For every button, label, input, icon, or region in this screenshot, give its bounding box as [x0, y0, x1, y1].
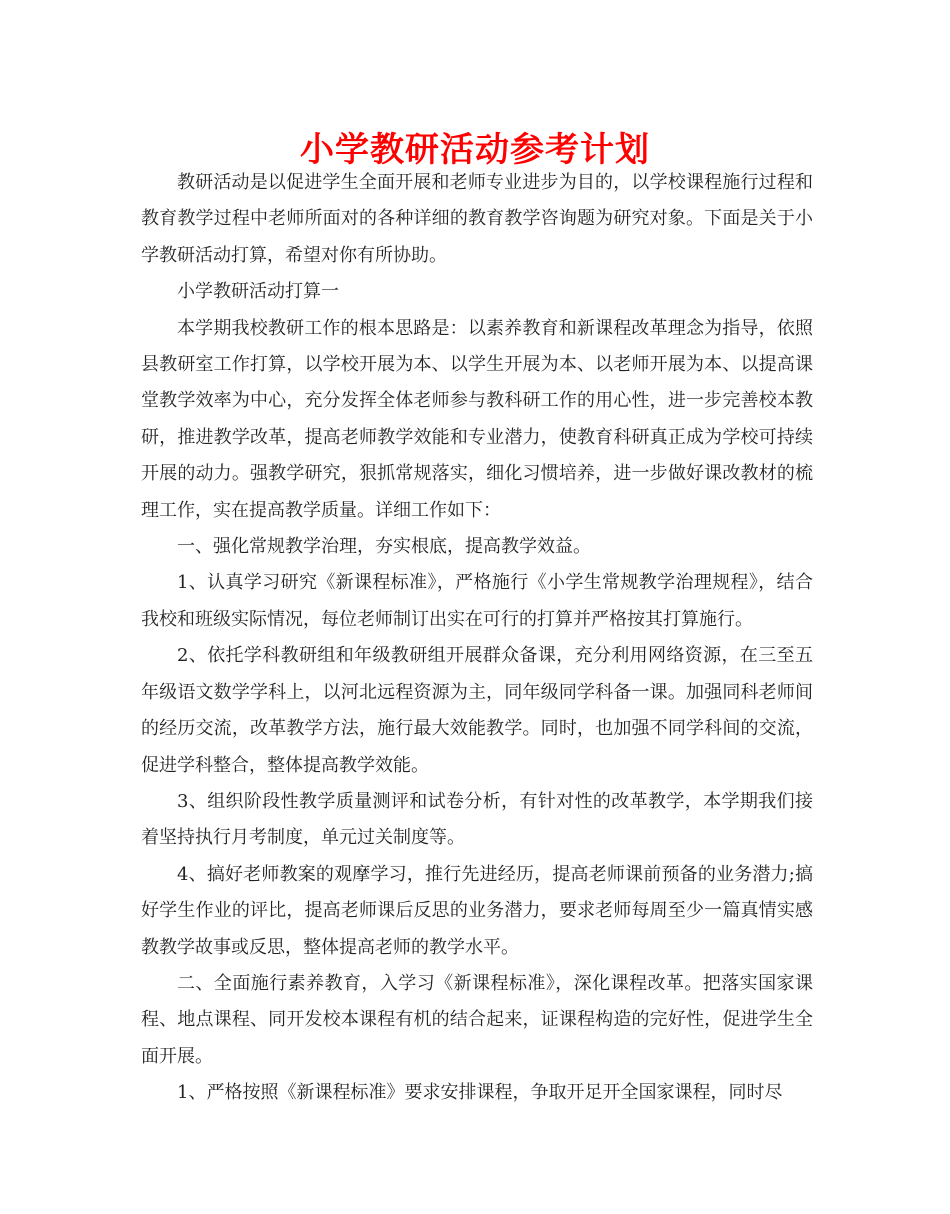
paragraph-item-1-4: 4、搞好老师教案的观摩学习，推行先进经历，提高老师课前预备的业务潜力;搞好学生作业的评比，提高老师课后反思的业务潜力，要求老师每周至少一篇真情实感教教学故事或反思，整体提高老师的教学水平。 — [141, 863, 813, 958]
paragraph-item-2-1: 1、严格按照《新课程标准》要求安排课程，争取开足开全国家课程，同时尽 — [177, 1082, 783, 1104]
paragraph-intro: 教研活动是以促进学生全面开展和老师专业进步为目的，以学校课程施行过程和教育教学过程中老师所面对的各种详细的教育教学咨询题为研究对象。下面是关于小学教研活动打算，希望对你有所协助。 — [141, 172, 813, 266]
paragraph-item-1: 一、强化常规教学治理，夯实根底，提高教学效益。 — [177, 536, 591, 558]
paragraph-overview: 本学期我校教研工作的根本思路是：以素养教育和新课程改革理念为指导，依照县教研室工作打算，以学校开展为本、以学生开展为本、以老师开展为本、以提高课堂教学效率为中心，充分发挥全体老师参与教科研工作的用心性，进一步完善校本教研，推进教学改革，提高老师教学效能和专业潜力，使教育科研真正成为学校可持续开展的动力。强教学研究，狠抓常规落实，细化习惯培养，进一步做好课改教材的梳理工作，实在提高教学质量。详细工作如下： — [141, 317, 813, 521]
paragraph-section-heading: 小学教研活动打算一 — [177, 281, 339, 303]
paragraph-item-2: 二、全面施行素养教育，入学习《新课程标准》，深化课程改革。把落实国家课程、地点课程、同开发校本课程有机的结合起来，证课程构造的完好性，促进学生全面开展。 — [141, 972, 813, 1067]
paragraph-item-1-2: 2、依托学科教研组和年级教研组开展群众备课，充分利用网络资源，在三至五年级语文数学学科上，以河北远程资源为主，同年级同学科备一课。加强同科老师间的经历交流，改革教学方法，施行最大效能教学。同时，也加强不同学科间的交流，促进学科整合，整体提高教学效能。 — [141, 645, 813, 776]
paragraph-item-1-1: 1、认真学习研究《新课程标准》，严格施行《小学生常规教学治理规程》，结合我校和班级实际情况，每位老师制订出实在可行的打算并严格按其打算施行。 — [141, 572, 813, 630]
paragraph-item-1-3: 3、组织阶段性教学质量测评和试卷分析，有针对性的改革教学，本学期我们接着坚持执行月考制度，单元过关制度等。 — [141, 790, 813, 849]
document-title: 小学教研活动参考计划 — [300, 130, 650, 170]
document-body — [141, 165, 813, 1112]
